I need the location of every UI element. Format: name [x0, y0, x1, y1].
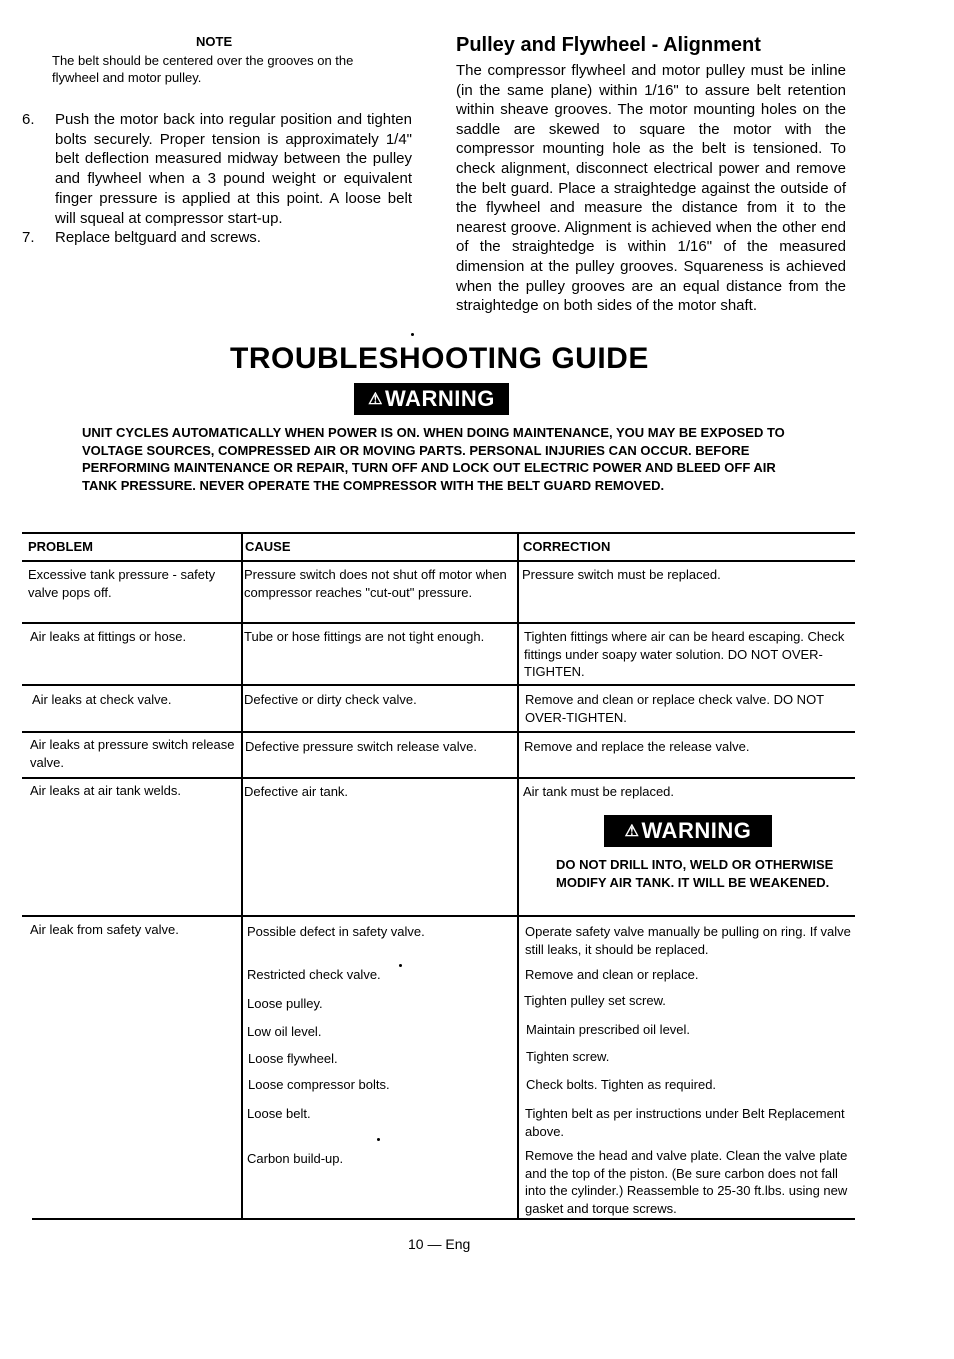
instruction-steps: [22, 110, 412, 248]
cause-cell: Loose compressor bolts.: [248, 1077, 390, 1092]
correction-cell: Remove the head and valve plate. Clean the valve plate and the top of the piston. (Be sure carbon does not fall into the cylinder.) Reassemble to 25-30 ft.lbs. using new gasket and torque screws.: [525, 1148, 848, 1216]
tank-warning-label: WARNING: [641, 818, 752, 843]
cause-cell: Defective air tank.: [244, 784, 349, 799]
header-correction: CORRECTION: [523, 539, 611, 554]
note-title: NOTE: [196, 34, 233, 49]
correction-cell: Air tank must be replaced.: [523, 784, 675, 799]
step-text: Replace beltguard and screws.: [55, 229, 261, 247]
warning-triangle-icon: ⚠: [368, 391, 383, 408]
step-number: 6.: [22, 111, 35, 128]
cause-cell: Loose pulley.: [247, 996, 323, 1011]
correction-cell: Tighten screw.: [526, 1049, 610, 1064]
warning-text: UNIT CYCLES AUTOMATICALLY WHEN POWER IS ON. WHEN DOING MAINTENANCE, YOU MAY BE EXPOSED TO VOLTAGE SOURCES, COMPRESSED AIR OR MOVING PARTS. PERSONAL INJURIES CAN OCCUR. BEFORE PERFORMING MAINTENANCE OR REPAIR, TURN OFF AND LOCK OUT ELECTRIC POWER AND BLEED OFF AIR TANK PRESSURE. NEVER OPERATE THE COMPRESSOR WITH THE BELT GUARD REMOVED.: [82, 425, 785, 493]
problem-cell: Air leak from safety valve.: [30, 922, 179, 937]
cause-cell: Tube or hose fittings are not tight enough.: [244, 629, 485, 644]
correction-cell: Check bolts. Tighten as required.: [526, 1077, 717, 1092]
tank-warning-text: DO NOT DRILL INTO, WELD OR OTHERWISE MODIFY AIR TANK. IT WILL BE WEAKENED.: [556, 857, 834, 890]
cause-cell: Carbon build-up.: [247, 1151, 344, 1166]
correction-cell: Tighten fittings where air can be heard escaping. Check fittings under soapy water solution. DO NOT OVER-TIGHTEN.: [524, 629, 845, 679]
problem-cell: Air leaks at air tank welds.: [30, 783, 182, 798]
page-number: 10 — Eng: [408, 1236, 471, 1252]
cause-cell: Possible defect in safety valve.: [247, 924, 425, 939]
header-cause: CAUSE: [245, 539, 291, 554]
warning-triangle-icon: ⚠: [624, 823, 640, 840]
cause-cell: Restricted check valve.: [247, 967, 381, 982]
speck: [399, 964, 402, 967]
correction-cell: Pressure switch must be replaced.: [522, 567, 721, 582]
correction-cell: Maintain prescribed oil level.: [526, 1022, 691, 1037]
correction-cell: Remove and replace the release valve.: [524, 739, 750, 754]
troubleshooting-table: [22, 532, 855, 1220]
warning-badge: [354, 383, 509, 415]
pulley-alignment-body: The compressor flywheel and motor pulley must be inline (in the same plane) within 1/16" to assure belt retention within sheave grooves. The motor mounting holes on the saddle are skewed to square the motor with the compressor mounting hole as the belt is tensioned. To check alignment, disconnect electrical power and remove the belt guard. Place a straightedge against the outside of the flywheel and measure the distance from it to the nearest groove. Alignment is achieved when the other end of the straightedge is within 1/16" of the measured dimension at the pulley grooves. Squareness is achieved when the pulley grooves are an equal distance from the straightedge on both sides of the motor shaft.: [456, 62, 846, 315]
correction-cell: Operate safety valve manually be pulling on ring. If valve still leaks, it should be replaced.: [525, 924, 851, 957]
correction-cell: Remove and clean or replace.: [525, 967, 699, 982]
step-text: Push the motor back into regular position and tighten bolts securely. Proper tension is approximately 1/4" belt deflection measured midway between the pulley and flywheel when a 3 pound weight or equivalent finger pressure is applied at this point. A loose belt will squeal at compressor start-up.: [55, 111, 412, 227]
cause-cell: Loose belt.: [247, 1106, 311, 1121]
cause-cell: Defective or dirty check valve.: [244, 692, 417, 707]
problem-cell: Air leaks at fittings or hose.: [30, 629, 187, 644]
cause-cell: Pressure switch does not shut off motor when compressor reaches "cut-out" pressure.: [244, 567, 507, 600]
header-problem: PROBLEM: [28, 539, 93, 554]
speck: [411, 333, 414, 336]
problem-cell: Air leaks at check valve.: [32, 692, 172, 707]
problem-cell: Air leaks at pressure switch release valve.: [30, 737, 235, 770]
pulley-alignment-heading: Pulley and Flywheel - Alignment: [456, 34, 761, 56]
correction-cell: Tighten belt as per instructions under Belt Replacement above.: [525, 1106, 845, 1139]
tank-warning-badge: [604, 815, 772, 847]
step-item: [22, 110, 412, 228]
cause-cell: Loose flywheel.: [248, 1051, 338, 1066]
step-number: 7.: [22, 229, 35, 247]
warning-label: WARNING: [385, 386, 495, 411]
step-item: [22, 228, 412, 248]
cause-cell: Defective pressure switch release valve.: [245, 739, 477, 754]
problem-cell: Excessive tank pressure - safety valve pops off.: [28, 567, 216, 600]
page-title: TROUBLESHOOTING GUIDE: [230, 342, 649, 375]
speck: [377, 1138, 380, 1141]
correction-cell: Remove and clean or replace check valve. DO NOT OVER-TIGHTEN.: [525, 692, 824, 725]
note-text: The belt should be centered over the grooves on the flywheel and motor pulley.: [52, 53, 354, 85]
correction-cell: Tighten pulley set screw.: [524, 993, 666, 1008]
cause-cell: Low oil level.: [247, 1024, 322, 1039]
